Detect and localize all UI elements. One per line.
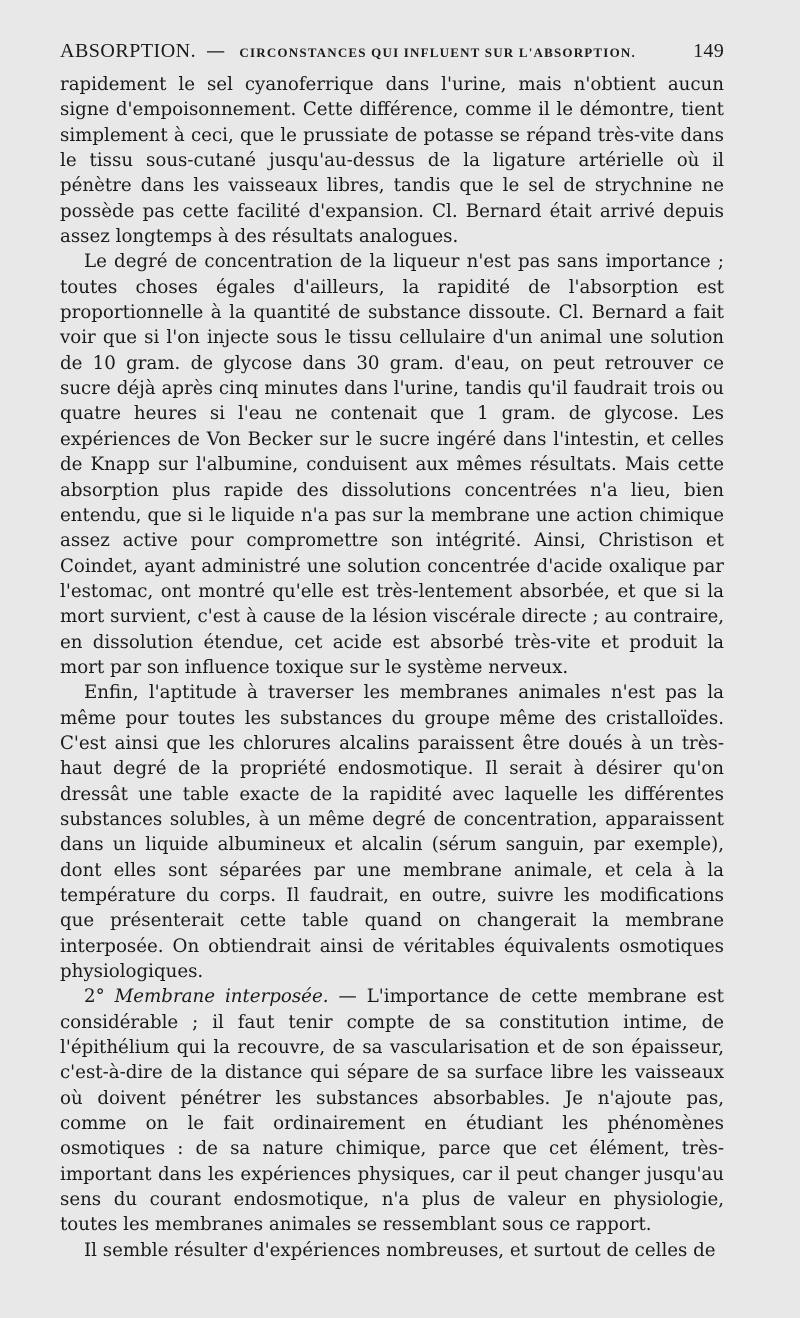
page-body bbox=[60, 72, 724, 1263]
header-separator: — bbox=[206, 40, 226, 62]
section-heading-italic: Membrane interposée. bbox=[114, 986, 329, 1008]
running-header bbox=[60, 40, 724, 70]
header-title-group bbox=[60, 40, 636, 63]
paragraph-membrane-text: — L'importance de cette membrane est considérable ; il faut tenir compte de sa constitution intime, de l'épithélium qui la recouvre, de sa vascularisation et de son épaisseur, c'est-à-dire de la distance qui sépare de sa surface libre les vaisseaux où doivent pénétrer les substances absorbables. Je n'ajoute pas, comme on le fait ordinairement en étudiant les phénomènes osmotiques : de sa nature chimique, parce que cet élément, très-important dans les expériences physiques, car il peut changer jusqu'au sens du courant endosmotique, n'a plus de valeur en physiologie, toutes les membranes animales se ressemblant sous ce rapport. bbox=[60, 986, 724, 1236]
paragraph-concentration: Le degré de concentration de la liqueur n'est pas sans importance ; toutes choses égales d'ailleurs, la rapidité de l'absorption est proportionnelle à la quantité de substance dissoute. Cl. Bernard a fait voir que si l'on injecte sous le tissu cellulaire d'un animal une solution de 10 gram. de glycose dans 30 gram. d'eau, on peut retrouver ce sucre déjà après cinq minutes dans l'urine, tandis qu'il faudrait trois ou quatre heures si l'eau ne contenait que 1 gram. de glycose. Les expériences de Von Becker sur le sucre ingéré dans l'intestin, et celles de Knapp sur l'albumine, conduisent aux mêmes résultats. Mais cette absorption plus rapide des dissolutions concentrées n'a lieu, bien entendu, que si le liquide n'a pas sur la membrane une action chimique assez active pour compromettre son intégrité. Ainsi, Christison et Coindet, ayant administré une solution concentrée d'acide oxalique par l'estomac, ont montré qu'elle est très-lentement absorbée, et que si la mort survient, c'est à cause de la lésion viscérale directe ; au contraire, en dissolution étendue, cet acide est absorbé très-vite et produit la mort par son influence toxique sur le système nerveux. bbox=[60, 251, 724, 678]
chapter-title: ABSORPTION. bbox=[60, 40, 197, 62]
paragraph-aptitude: Enfin, l'aptitude à traverser les membranes animales n'est pas la même pour toutes les substances du groupe même des cristalloïdes. C'est ainsi que les chlorures alcalins paraissent être doués à un très-haut degré de la propriété endosmotique. Il serait à désirer qu'on dressât une table exacte de la rapidité avec laquelle les différentes substances solubles, à un même degré de concentration, apparaissent dans un liquide albumineux et alcalin (sérum sanguin, par exemple), dont elles sont séparées par une membrane animale, et cela à la température du corps. Il faudrait, en outre, suivre les modifications que présenterait cette table quand on changerait la membrane interposée. On obtiendrait ainsi de véritables équivalents osmotiques physiologiques. bbox=[60, 682, 724, 983]
paragraph-membrane bbox=[60, 984, 724, 1237]
paragraph-final: Il semble résulter d'expériences nombreuses, et surtout de celles de bbox=[84, 1239, 716, 1261]
page-number: 149 bbox=[693, 40, 724, 62]
paragraph-continuation: rapidement le sel cyanoferrique dans l'urine, mais n'obtient aucun signe d'empoisonnement. Cette différence, comme il le démontre, tient simplement à ceci, que le prussiate de potasse se répand très-vite dans le tissu sous-cutané jusqu'au-dessus de la ligature artérielle où il pénètre dans les vaisseaux libres, tandis que le sel de strychnine ne possède pas cette facilité d'expansion. Cl. Bernard était arrivé depuis assez longtemps à des résultats analogues. bbox=[60, 74, 724, 248]
section-title: CIRCONSTANCES QUI INFLUENT SUR L'ABSORPTION. bbox=[239, 45, 636, 60]
section-number: 2° bbox=[84, 986, 115, 1008]
